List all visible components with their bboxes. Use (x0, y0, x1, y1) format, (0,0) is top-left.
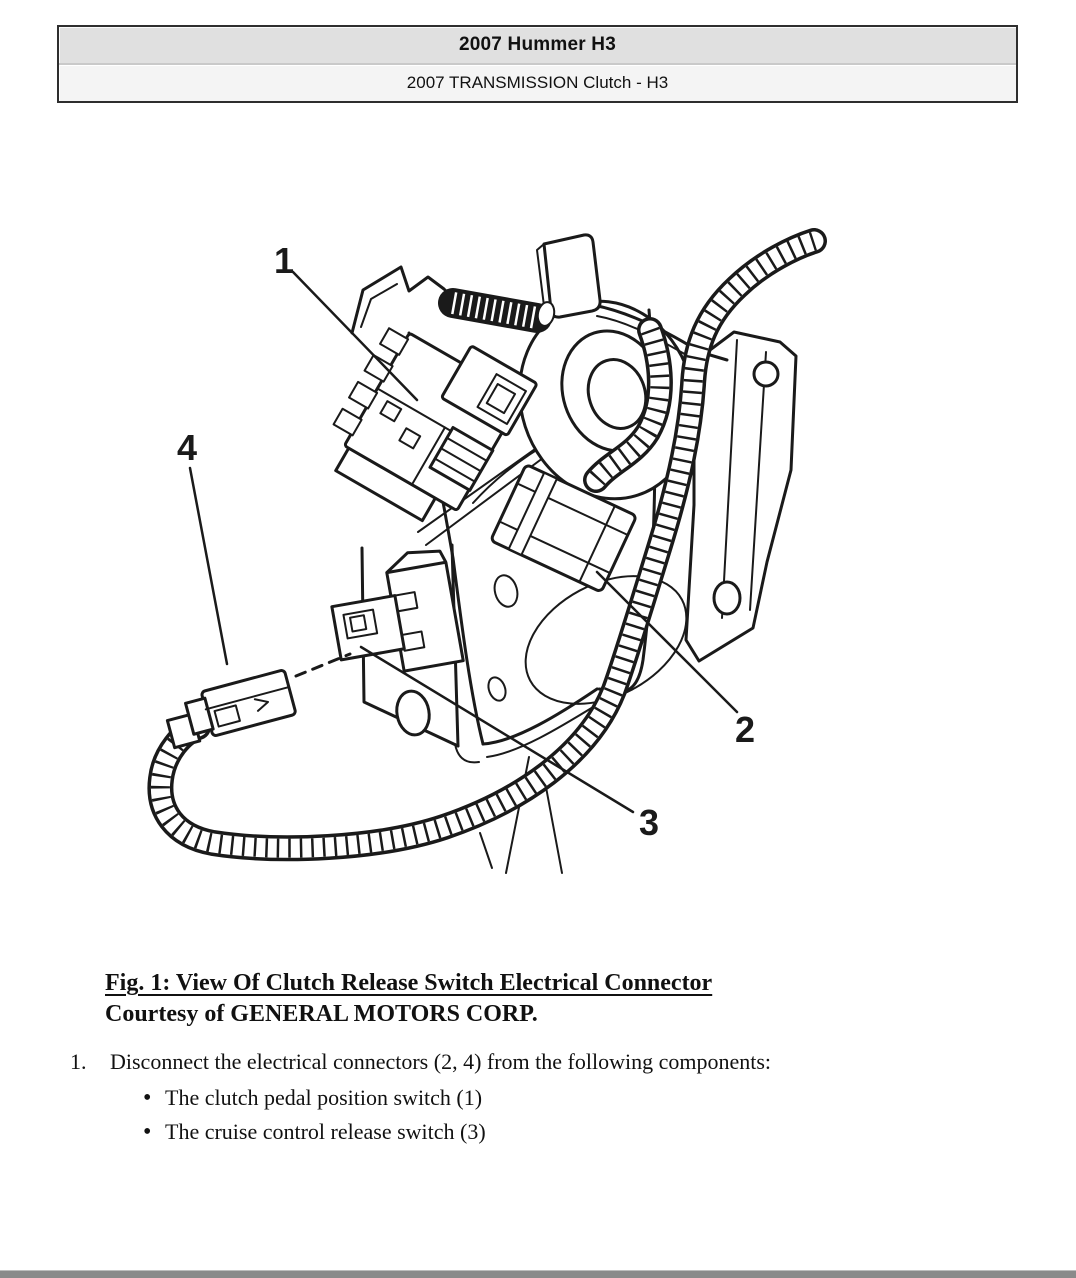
document-subtitle: 2007 TRANSMISSION Clutch - H3 (59, 65, 1016, 101)
list-item (143, 1085, 482, 1112)
figure-caption-title: Fig. 1: View Of Clutch Release Switch Electrical Connector (105, 970, 713, 996)
cruise-control-release-switch-illustration (325, 546, 463, 681)
figure-caption-credit: Courtesy of GENERAL MOTORS CORP. (105, 1001, 538, 1027)
clutch-switch-line-art (0, 105, 1076, 965)
bullet-icon: • (143, 1119, 152, 1145)
callout-2: 2 (734, 709, 756, 750)
list-item (143, 1119, 486, 1146)
step-text: Disconnect the electrical connectors (2, 4) from the following components: (110, 1049, 772, 1074)
bullet-text-cruise-control-switch: The cruise control release switch (3) (165, 1119, 486, 1144)
procedure-step-1 (70, 1049, 771, 1075)
callout-4: 4 (176, 427, 198, 468)
figure-1-diagram (0, 105, 1076, 965)
clutch-pedal-position-switch-illustration (314, 306, 537, 536)
vehicle-title: 2007 Hummer H3 (59, 27, 1016, 65)
figure-caption (105, 968, 712, 1030)
callout-3: 3 (638, 802, 660, 843)
step-number: 1. (70, 1049, 87, 1074)
bullet-icon: • (143, 1085, 152, 1111)
bullet-text-clutch-pedal-switch: The clutch pedal position switch (1) (165, 1085, 483, 1110)
document-header (57, 25, 1018, 103)
bottom-divider-bar (0, 1270, 1076, 1278)
electrical-connector-4-illustration (162, 670, 296, 748)
callout-1: 1 (273, 240, 295, 281)
